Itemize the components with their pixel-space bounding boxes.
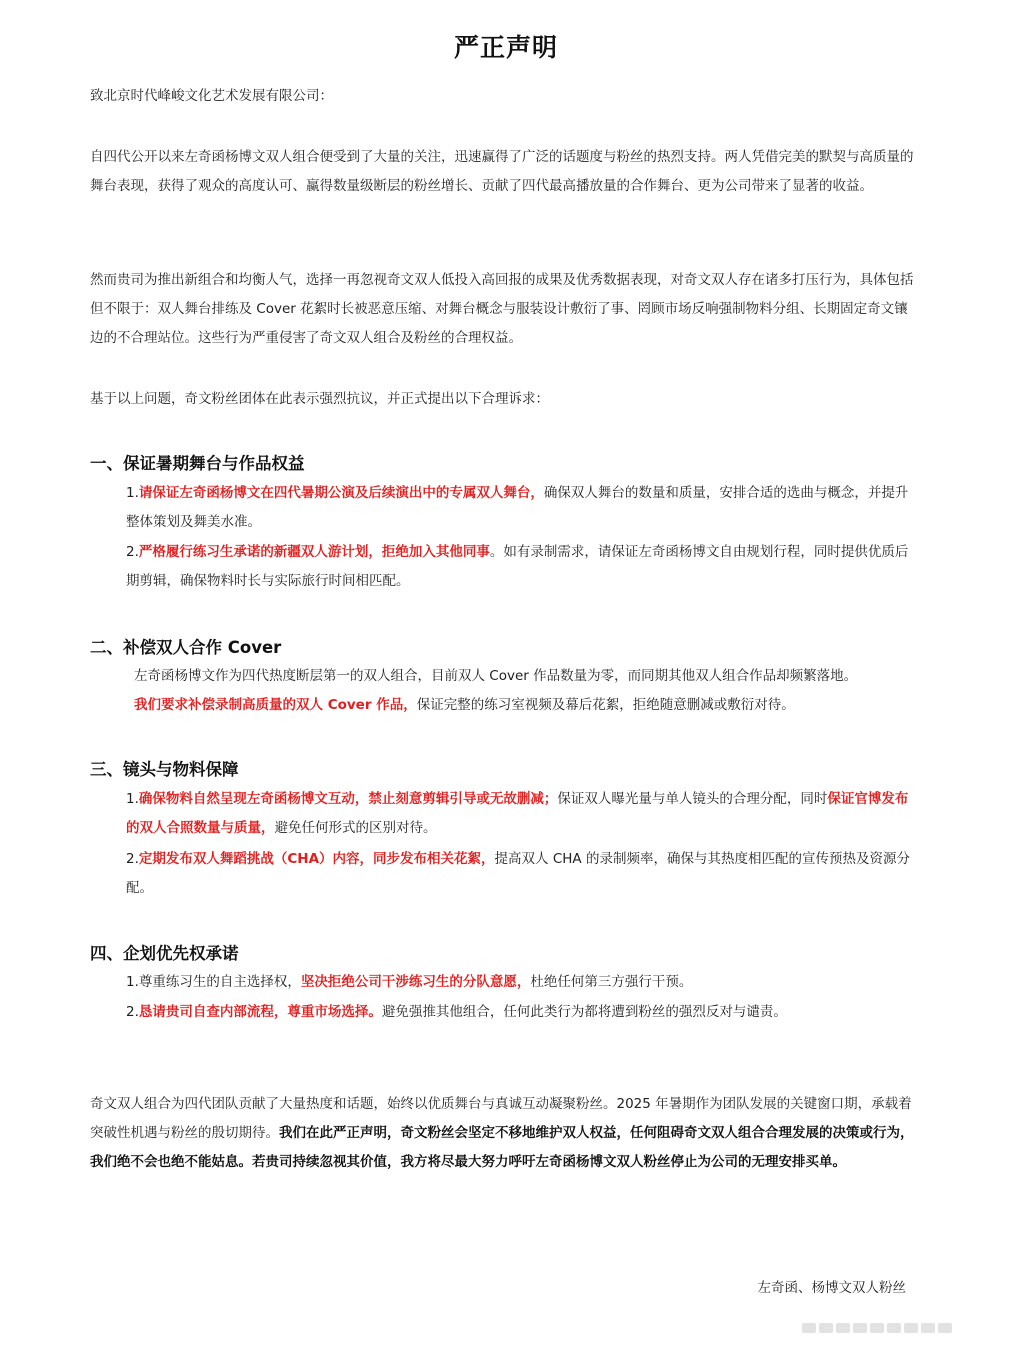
emphasis-text: 保证官博发布的双人合照数量与质量， <box>126 791 909 836</box>
closing-emphasis: 我们在此严正声明，奇文粉丝会坚定不移地维护双人权益，任何阻碍奇文双人组合合理发展的决策或行为，我们绝不会也绝不能姑息。若贵司持续忽视其价值，我方将尽最大努力呼吁左奇函杨博文双人粉丝停止为公司的无理安排买单。 <box>90 1125 914 1170</box>
item-text: 保证完整的练习室视频及幕后花絮，拒绝随意删减或敷衍对待。 <box>416 697 795 713</box>
emphasis-text: 我们要求补偿录制高质量的双人 Cover 作品， <box>134 697 417 713</box>
item-text: 杜绝任何第三方强行干预。 <box>530 974 693 990</box>
document-title: 严正声明 <box>453 33 558 62</box>
item-text: 尊重练习生的自主选择权， <box>138 974 301 990</box>
signature: 左奇函、杨博文双人粉丝 <box>757 1280 906 1296</box>
list-item <box>126 785 916 843</box>
section-heading-2: 二、补偿双人合作 Cover <box>90 638 282 657</box>
section-heading-1: 一、保证暑期舞台与作品权益 <box>90 454 305 473</box>
section-heading-4: 四、企划优先权承诺 <box>90 944 239 963</box>
emphasis-text: 请保证左奇函杨博文在四代暑期公演及后续演出中的专属双人舞台， <box>138 485 544 501</box>
item-number: 1. <box>126 791 139 807</box>
list-item <box>126 538 916 596</box>
closing-paragraph <box>90 1090 920 1177</box>
intro-paragraph: 自四代公开以来左奇函杨博文双人组合便受到了大量的关注，迅速赢得了广泛的话题度与粉丝的热烈支持。两人凭借完美的默契与高质量的舞台表现，获得了观众的高度认可、赢得数量级断层的粉丝增长、贡献了四代最高播放量的合作舞台、更为公司带来了显著的收益。 <box>90 149 914 194</box>
item-text: 。如有录制需求，请保证左奇函杨博文自由规划行程，同时提供优质后期剪辑，确保物料时长与实际旅行时间相匹配。 <box>126 544 909 589</box>
list-item <box>126 998 916 1027</box>
item-number: 1. <box>126 974 139 990</box>
emphasis-text: 确保物料自然呈现左奇函杨博文互动，禁止刻意剪辑引导或无故删减； <box>138 791 558 807</box>
emphasis-text: 坚决拒绝公司干涉练习生的分队意愿， <box>300 974 531 990</box>
emphasis-text: 恳请贵司自查内部流程，尊重市场选择。 <box>138 1004 382 1020</box>
section-heading-3: 三、镜头与物料保障 <box>90 760 239 779</box>
problem-paragraph: 然而贵司为推出新组合和均衡人气，选择一再忽视奇文双人低投入高回报的成果及优秀数据表现，对奇文双人存在诸多打压行为，具体包括但不限于：双人舞台排练及 Cover 花絮时长被恶意压缩、对舞台概念与服装设计敷衍了事、罔顾市场反响强制物料分组、长期固定奇文镶边的不合理站位。这些行为严重侵害了奇文双人组合及粉丝的合理权益。 <box>90 272 914 346</box>
lead-paragraph: 基于以上问题，奇文粉丝团体在此表示强烈抗议，并正式提出以下合理诉求： <box>90 391 549 407</box>
item-text: 保证双人曝光量与单人镜头的合理分配，同时 <box>557 791 828 807</box>
item-text: 确保双人舞台的数量和质量，安排合适的选曲与概念，并提升整体策划及舞美水准。 <box>126 485 909 530</box>
item-number: 2. <box>126 1004 139 1020</box>
item-text: 提高双人 CHA 的录制频率，确保与其热度相匹配的宣传预热及资源分配。 <box>126 851 910 896</box>
closing-text: 奇文双人组合为四代团队贡献了大量热度和话题，始终以优质舞台与真诚互动凝聚粉丝。2025 年暑期作为团队发展的关键窗口期，承载着突破性机遇与粉丝的殷切期待。 <box>90 1096 912 1141</box>
list-item <box>126 479 916 537</box>
addressee: 致北京时代峰峻文化艺术发展有限公司： <box>90 88 333 104</box>
item-number: 1. <box>126 485 139 501</box>
section-2-body <box>134 662 924 720</box>
item-text: 避免任何形式的区别对待。 <box>274 820 437 836</box>
emphasis-text: 定期发布双人舞蹈挑战（CHA）内容，同步发布相关花絮， <box>138 851 495 867</box>
list-item <box>126 968 916 997</box>
item-number: 2. <box>126 544 139 560</box>
watermark-placeholder <box>802 1318 972 1330</box>
item-text: 左奇函杨博文作为四代热度断层第一的双人组合，目前双人 Cover 作品数量为零，而同期其他双人组合作品却频繁落地。 <box>134 668 858 684</box>
item-text: 避免强推其他组合，任何此类行为都将遭到粉丝的强烈反对与谴责。 <box>381 1004 787 1020</box>
emphasis-text: 严格履行练习生承诺的新疆双人游计划，拒绝加入其他同事 <box>138 544 490 560</box>
item-number: 2. <box>126 851 139 867</box>
list-item <box>126 845 916 903</box>
